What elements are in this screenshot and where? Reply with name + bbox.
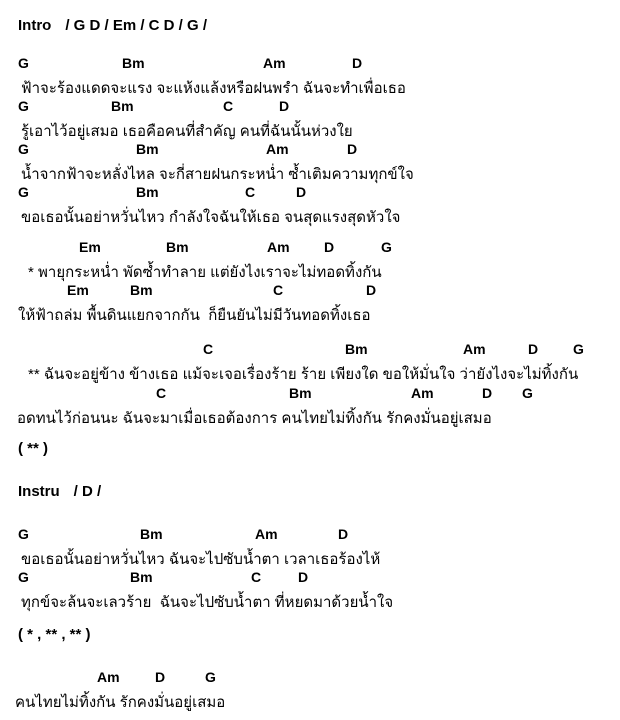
lyric-line: * พายุกระหน่ำ พัดซ้ำทำลาย แต่ยังไงเราจะไม่ทอดทิ้งกัน xyxy=(28,264,382,281)
lyric-line: ทุกข์จะล้นจะเลวร้าย ฉันจะไปซับน้ำตา ที่หยดมาด้วยน้ำใจ xyxy=(21,594,394,611)
intro-header xyxy=(18,17,620,34)
chord: G xyxy=(18,141,29,157)
lyric-line: ให้ฟ้าถล่ม พื้นดินแยกจากกัน ก็ยืนยันไม่มีวันทอดทิ้งเธอ xyxy=(18,307,371,324)
chord: G xyxy=(573,341,584,357)
chord: D xyxy=(155,669,166,685)
chord: D xyxy=(296,184,307,200)
lyric-line: ** ฉันจะอยู่ข้าง ข้างเธอ แม้จะเจอเรื่องร้าย ร้าย เพียงใด ขอให้มั่นใจ ว่ายังไงจะไม่ทิ้งกัน xyxy=(28,366,579,383)
chord: Em xyxy=(67,282,89,298)
chord-line xyxy=(0,141,620,157)
chord: C xyxy=(223,98,234,114)
instru-header xyxy=(18,483,620,500)
chord: D xyxy=(352,55,363,71)
chord: G xyxy=(18,55,29,71)
chord-line xyxy=(0,184,620,200)
lyric-line: คนไทยไม่ทิ้งกัน รักคงมั่นอยู่เสมอ xyxy=(15,694,226,711)
chord: Bm xyxy=(111,98,134,114)
chord: Am xyxy=(255,526,278,542)
chord-line xyxy=(0,341,620,357)
chord: Bm xyxy=(136,141,159,157)
chord: D xyxy=(338,526,349,542)
lyric-line: อดทนไว้ก่อนนะ ฉันจะมาเมื่อเธอต้องการ คนไทยไม่ทิ้งกัน รักคงมั่นอยู่เสมอ xyxy=(17,410,492,427)
chord: Bm xyxy=(345,341,368,357)
chord: D xyxy=(482,385,493,401)
chord: G xyxy=(381,239,392,255)
chord-line xyxy=(0,569,620,585)
lyric-line: ขอเธอนั้นอย่าหวั่นไหว ฉันจะไปซับน้ำตา เวลาเธอร้องไห้ xyxy=(21,551,381,568)
chord: D xyxy=(366,282,377,298)
chord: Am xyxy=(267,239,290,255)
chord: G xyxy=(205,669,216,685)
chord: Bm xyxy=(289,385,312,401)
chord: Em xyxy=(79,239,101,255)
chord: Am xyxy=(263,55,286,71)
chord-line xyxy=(0,282,620,298)
chord-line xyxy=(0,526,620,542)
chord-line xyxy=(0,55,620,71)
instru-label: Instru xyxy=(18,483,60,500)
chord: G xyxy=(18,569,29,585)
chord: G xyxy=(18,184,29,200)
chord-line xyxy=(0,239,620,255)
chord: D xyxy=(279,98,290,114)
chord: Bm xyxy=(130,569,153,585)
chord: Am xyxy=(411,385,434,401)
chord: D xyxy=(324,239,335,255)
chord: D xyxy=(347,141,358,157)
chord: Bm xyxy=(136,184,159,200)
chord: D xyxy=(528,341,539,357)
chord: G xyxy=(18,526,29,542)
chord: C xyxy=(203,341,214,357)
repeat-marker: ( ** ) xyxy=(18,440,48,457)
chord: C xyxy=(273,282,284,298)
chord: C xyxy=(156,385,167,401)
lyric-line: น้ำจากฟ้าจะหลั่งไหล จะกี่สายฝนกระหน่ำ ซ้ำเติมความทุกข์ใจ xyxy=(21,166,414,183)
chord: G xyxy=(18,98,29,114)
instru-chord-sequence: / D / xyxy=(73,483,102,500)
intro-label: Intro xyxy=(18,17,52,34)
intro-chord-sequence: / G D / Em / C D / G / xyxy=(65,17,208,34)
chord: C xyxy=(245,184,256,200)
chord: Bm xyxy=(122,55,145,71)
chord: Am xyxy=(463,341,486,357)
chord: Am xyxy=(97,669,120,685)
chord: Am xyxy=(266,141,289,157)
repeat-marker: ( * , ** , ** ) xyxy=(18,626,91,643)
lyric-line: รู้เอาไว้อยู่เสมอ เธอคือคนที่สำคัญ คนที่ฉันนั้นห่วงใย xyxy=(21,123,353,140)
chord: C xyxy=(251,569,262,585)
chord: Bm xyxy=(140,526,163,542)
chord-line xyxy=(0,98,620,114)
chord: Bm xyxy=(166,239,189,255)
chord: Bm xyxy=(130,282,153,298)
lyric-line: ฟ้าจะร้องแดดจะแรง จะแห้งแล้งหรือฝนพรำ ฉันจะทำเพื่อเธอ xyxy=(21,80,406,97)
lyric-line: ขอเธอนั้นอย่าหวั่นไหว กำลังใจฉันให้เธอ จนสุดแรงสุดหัวใจ xyxy=(21,209,401,226)
chord-line xyxy=(0,385,620,401)
chord-line xyxy=(0,669,620,685)
chord: D xyxy=(298,569,309,585)
chord: G xyxy=(522,385,533,401)
